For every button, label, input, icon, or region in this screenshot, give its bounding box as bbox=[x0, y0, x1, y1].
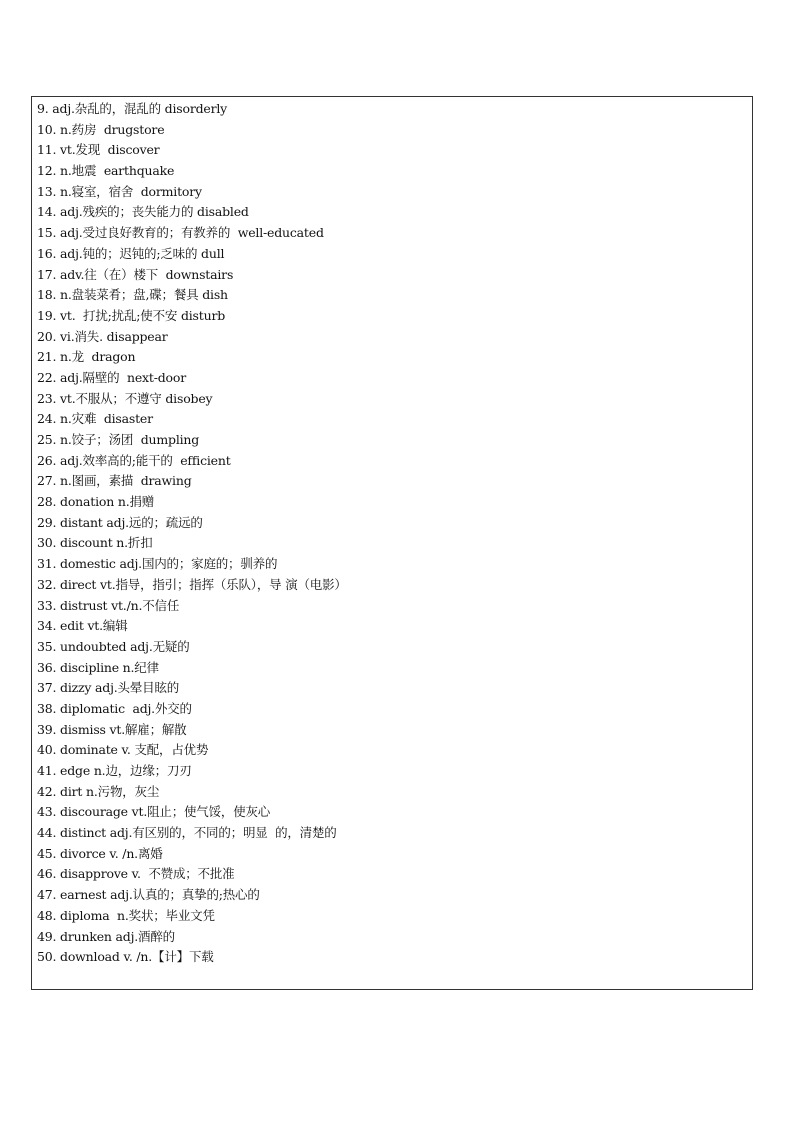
vocabulary-entry: 32. direct vt.指导，指引；指挥（乐队），导 演（电影） bbox=[37, 576, 347, 592]
vocabulary-entry: 25. n.饺子；汤团 dumpling bbox=[37, 432, 200, 447]
vocabulary-entry: 26. adj.效率高的;能干的 efficient bbox=[37, 452, 231, 468]
vocabulary-entry: 17. adv.往（在）楼下 downstairs bbox=[37, 266, 234, 282]
vocabulary-entry: 11. vt.发现 discover bbox=[37, 142, 160, 158]
vocabulary-entry: 50. download v. /n.【计】下载 bbox=[37, 949, 214, 965]
vocabulary-entry: 39. dismiss vt.解雇；解散 bbox=[37, 721, 187, 737]
vocabulary-entry: 34. edit vt.编辑 bbox=[37, 618, 128, 634]
vocabulary-entry: 47. earnest adj.认真的；真挚的;热心的 bbox=[37, 887, 260, 903]
vocabulary-entry: 33. distrust vt./n.不信任 bbox=[37, 597, 180, 613]
vocabulary-entry: 38. diplomatic adj.外交的 bbox=[37, 700, 192, 716]
vocabulary-entry: 29. distant adj.远的；疏远的 bbox=[37, 514, 203, 530]
vocabulary-entry: 16. adj.钝的；迟钝的;乏味的 dull bbox=[37, 245, 225, 261]
vocabulary-entry: 41. edge n.边，边缘；刀刃 bbox=[37, 763, 192, 778]
vocabulary-box bbox=[31, 96, 753, 990]
vocabulary-entry: 19. vt. 打扰;扰乱;使不安 disturb bbox=[37, 307, 226, 323]
vocabulary-entry: 10. n.药房 drugstore bbox=[37, 121, 165, 137]
vocabulary-entry: 12. n.地震 earthquake bbox=[37, 163, 175, 179]
vocabulary-entry: 36. discipline n.纪律 bbox=[37, 659, 159, 675]
vocabulary-entry: 48. diploma n.奖状；毕业文凭 bbox=[37, 907, 215, 923]
vocabulary-entry: 20. vi.消失. disappear bbox=[37, 328, 168, 344]
vocabulary-entry: 28. donation n.捐赠 bbox=[37, 494, 155, 510]
vocabulary-entry: 49. drunken adj.酒醉的 bbox=[37, 928, 175, 944]
vocabulary-entry: 35. undoubted adj.无疑的 bbox=[37, 638, 190, 654]
vocabulary-entry: 18. n.盘装菜肴；盘,碟；餐具 dish bbox=[37, 287, 228, 303]
vocabulary-entry: 31. domestic adj.国内的；家庭的；驯养的 bbox=[37, 556, 278, 572]
vocabulary-entry: 9. adj.杂乱的，混乱的 disorderly bbox=[37, 101, 228, 116]
vocabulary-entry: 30. discount n.折扣 bbox=[37, 535, 153, 551]
vocabulary-entry: 43. discourage vt.阻止；使气馁，使灰心 bbox=[37, 804, 271, 820]
vocabulary-entry: 37. dizzy adj.头晕目眩的 bbox=[37, 680, 180, 696]
vocabulary-entry: 23. vt.不服从；不遵守 disobey bbox=[37, 390, 213, 406]
vocabulary-entry: 14. adj.残疾的；丧失能力的 disabled bbox=[37, 204, 249, 220]
vocabulary-entry: 27. n.图画，素描 drawing bbox=[37, 473, 192, 489]
vocabulary-entry: 40. dominate v. 支配，占优势 bbox=[37, 742, 209, 758]
vocabulary-entry: 46. disapprove v. 不赞成；不批准 bbox=[37, 866, 235, 882]
vocabulary-entry: 42. dirt n.污物，灰尘 bbox=[37, 783, 160, 799]
vocabulary-entry: 45. divorce v. /n.离婚 bbox=[37, 845, 163, 861]
vocabulary-entry: 22. adj.隔壁的 next-door bbox=[37, 369, 186, 385]
vocabulary-entry: 15. adj.受过良好教育的；有教养的 well-educated bbox=[37, 225, 324, 241]
vocabulary-entry: 13. n.寝室，宿舍 dormitory bbox=[37, 183, 202, 199]
vocabulary-list bbox=[37, 99, 347, 968]
vocabulary-entry: 24. n.灾难 disaster bbox=[37, 411, 153, 427]
vocabulary-entry: 21. n.龙 dragon bbox=[37, 349, 136, 365]
vocabulary-entry: 44. distinct adj.有区别的，不同的；明显 的，清楚的 bbox=[37, 825, 337, 841]
